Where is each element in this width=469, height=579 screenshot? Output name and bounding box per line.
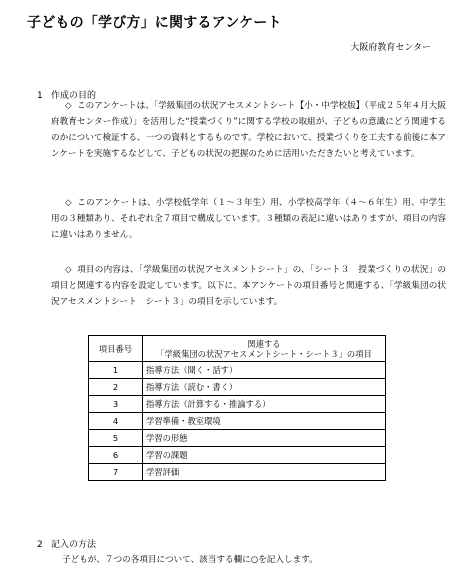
item-name-cell: 学習の形態: [143, 430, 386, 447]
purpose-paragraph-2: [51, 195, 446, 243]
diamond-bullet-icon: ◇: [65, 198, 72, 208]
table-row: [89, 379, 386, 396]
table-row: [89, 430, 386, 447]
item-number-cell: 7: [89, 464, 143, 481]
table-row: [89, 362, 386, 379]
item-name-cell: 指導方法（読む・書く）: [143, 379, 386, 396]
item-number-cell: 1: [89, 362, 143, 379]
item-number-cell: 6: [89, 447, 143, 464]
purpose-paragraph-3: [51, 262, 446, 310]
header-related-line-1: 関連する: [247, 338, 281, 349]
purpose-paragraph-3-text: 項目の内容は、「学級集団の状況アセスメントシート」の、「シート３ 授業づくりの状況」の項目と関連する内容を設定しています。以下に、本アンケートの項目番号と関連する、「学級集団の状況アセスメントシート シート３」の項目を示しています。: [51, 265, 446, 307]
item-name-cell: 学習の課題: [143, 447, 386, 464]
diamond-bullet-icon: ◇: [65, 265, 72, 275]
item-correspondence-table: [88, 335, 386, 481]
section-1-number: 1: [37, 91, 43, 101]
table-row: [89, 447, 386, 464]
document-title: 子どもの「学び方」に関するアンケート: [27, 15, 282, 31]
diamond-bullet-icon: ◇: [65, 101, 72, 111]
item-number-cell: 3: [89, 396, 143, 413]
section-2-heading: [37, 537, 96, 550]
item-number-cell: 2: [89, 379, 143, 396]
section-2-title: 記入の方法: [51, 540, 97, 550]
item-name-cell: 指導方法（聞く・話す）: [143, 362, 386, 379]
item-name-cell: 指導方法（計算する・推論する）: [143, 396, 386, 413]
section-2-number: 2: [37, 540, 43, 550]
entry-method-text: 子どもが、７つの各項目について、該当する欄に○を記入します。: [62, 555, 318, 565]
purpose-paragraph-2-text: このアンケートは、小学校低学年（１～３年生）用、小学校高学年（４～６年生）用、中学生用の３種類あり、それぞれ全７項目で構成しています。３種類の表記に違いはありますが、項目の内容に違いはありません。: [51, 198, 446, 240]
header-related-item: [143, 336, 386, 362]
item-number-cell: 4: [89, 413, 143, 430]
table-header-row: [89, 336, 386, 362]
organization-name: 大阪府教育センター: [350, 43, 431, 53]
item-number-cell: 5: [89, 430, 143, 447]
purpose-paragraph-1: [51, 98, 446, 162]
table-row: [89, 464, 386, 481]
table-row: [89, 413, 386, 430]
section-1-title: 作成の目的: [51, 91, 97, 101]
item-name-cell: 学習準備・教室環境: [143, 413, 386, 430]
purpose-paragraph-1-text: このアンケートは、「学級集団の状況アセスメントシート【小・中学校版】（平成２５年４月大阪府教育センター作成）」を活用した“授業づくり”に関する学校の取組が、子どもの意識にどう関連するのかについて検証する、一つの資料とするものです。学校において、授業づくりを工夫する前後に本アンケートを実施するなどして、子どもの状況の把握のために活用いただきたいと考えています。: [51, 101, 446, 159]
header-item-number: 項目番号: [89, 336, 143, 362]
table-row: [89, 396, 386, 413]
header-related-line-2: 「学級集団の状況アセスメントシート・シート３」の項目: [156, 348, 372, 359]
item-name-cell: 学習評価: [143, 464, 386, 481]
